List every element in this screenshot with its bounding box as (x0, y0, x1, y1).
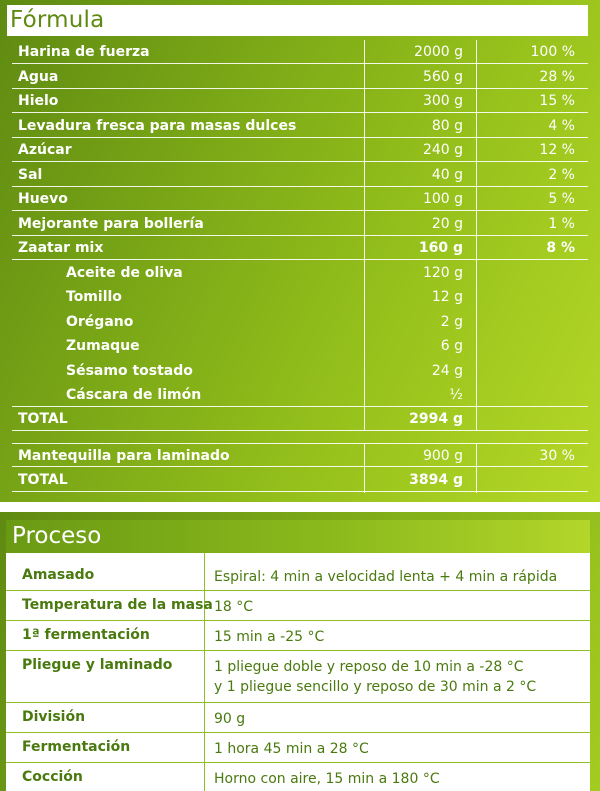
proceso-table (6, 520, 590, 791)
process-row (6, 561, 590, 591)
ingredient-percent: 1 % (548, 215, 575, 232)
process-value: 1 hora 45 min a 28 °C (214, 741, 369, 757)
total-label: TOTAL (18, 411, 68, 427)
ingredient-row (12, 65, 588, 89)
ingredient-name: Levadura fresca para masas dulces (18, 117, 297, 134)
process-value: 15 min a -25 °C (214, 629, 325, 645)
process-value-line2: y 1 pliegue sencillo y reposo de 30 min a 2 °C (214, 679, 537, 695)
process-row (6, 591, 590, 621)
proceso-section (0, 512, 600, 791)
sub-ingredient-row (12, 334, 588, 358)
process-label: Pliegue y laminado (22, 657, 173, 673)
ingredient-name: Tomillo (66, 289, 122, 305)
proceso-title-bar (6, 520, 590, 553)
ingredient-name: Harina de fuerza (18, 44, 150, 60)
process-row (6, 763, 590, 791)
ingredient-name: Cáscara de limón (66, 387, 202, 403)
process-value: 1 pliegue doble y reposo de 10 min a -28 °C (214, 659, 524, 675)
proceso-title: Proceso (12, 523, 102, 549)
ingredient-row (12, 187, 588, 211)
ingredient-amount: 100 g (422, 191, 463, 207)
ingredient-row-butter (12, 443, 588, 467)
ingredient-percent: 28 % (539, 68, 575, 85)
ingredient-amount: 80 g (431, 117, 463, 134)
ingredient-name: Azúcar (18, 142, 72, 158)
formula-title-bar (7, 5, 588, 36)
ingredient-name: Huevo (18, 191, 68, 207)
ingredient-percent: 4 % (548, 117, 575, 134)
formula-title: Fórmula (10, 7, 105, 33)
ingredient-name: Sésamo tostado (66, 362, 193, 379)
sub-ingredient-row (12, 359, 588, 383)
ingredient-name: Mejorante para bollería (18, 215, 204, 232)
ingredient-row (12, 212, 588, 236)
ingredient-name: Sal (18, 166, 43, 183)
ingredient-percent: 15 % (539, 93, 575, 109)
ingredient-name: Mantequilla para laminado (18, 448, 230, 464)
sub-ingredient-row (12, 383, 588, 407)
process-value: 18 °C (214, 599, 254, 615)
process-label: Fermentación (22, 739, 131, 755)
ingredient-name: Zumaque (66, 338, 140, 354)
process-label: Temperatura de la masa (22, 597, 213, 613)
total-row (12, 407, 588, 431)
ingredient-percent: 100 % (530, 44, 575, 60)
process-label: División (22, 709, 86, 725)
total-amount: 3894 g (409, 472, 463, 488)
ingredient-amount: 240 g (422, 142, 463, 158)
ingredient-row (12, 40, 588, 64)
process-row (6, 703, 590, 733)
ingredient-row-zaatar (12, 236, 588, 260)
ingredient-amount: 120 g (422, 264, 463, 281)
total-label: TOTAL (18, 472, 68, 488)
ingredient-row (12, 163, 588, 187)
sub-ingredient-row (12, 261, 588, 285)
ingredient-percent: 5 % (548, 191, 575, 207)
ingredient-amount: 2000 g (414, 44, 463, 60)
ingredient-row (12, 89, 588, 113)
ingredient-percent: 2 % (548, 166, 575, 183)
process-row (6, 651, 590, 703)
grand-total-row (12, 468, 588, 492)
ingredient-amount: 20 g (431, 215, 463, 232)
ingredient-amount: 6 g (440, 338, 463, 354)
ingredient-name: Zaatar mix (18, 240, 104, 256)
ingredient-name: Hielo (18, 93, 59, 109)
total-amount: 2994 g (409, 411, 463, 427)
process-label: Cocción (22, 769, 83, 785)
ingredient-name: Aceite de oliva (66, 264, 183, 281)
ingredient-percent: 8 % (546, 240, 575, 256)
process-row (6, 621, 590, 651)
ingredient-amount: 2 g (440, 313, 463, 330)
process-label: Amasado (22, 567, 95, 583)
process-value: Espiral: 4 min a velocidad lenta + 4 min a rápida (214, 569, 558, 585)
ingredient-amount: 300 g (422, 93, 463, 109)
process-row (6, 733, 590, 763)
sub-ingredient-row (12, 310, 588, 334)
ingredient-row (12, 114, 588, 138)
ingredient-amount: 40 g (431, 166, 463, 183)
ingredient-percent: 30 % (539, 448, 575, 464)
process-label: 1ª fermentación (22, 627, 150, 643)
ingredient-percent: 12 % (539, 142, 575, 158)
ingredient-amount: 24 g (431, 362, 463, 379)
ingredient-name: Orégano (66, 313, 134, 330)
sub-ingredient-row (12, 285, 588, 309)
ingredient-amount: ½ (449, 387, 463, 403)
process-value: 90 g (214, 711, 246, 727)
ingredient-amount: 12 g (431, 289, 463, 305)
ingredient-amount: 160 g (418, 240, 463, 256)
ingredient-name: Agua (18, 68, 59, 85)
ingredient-amount: 900 g (422, 448, 463, 464)
ingredient-amount: 560 g (422, 68, 463, 85)
process-value: Horno con aire, 15 min a 180 °C (214, 771, 440, 787)
ingredient-row (12, 138, 588, 162)
